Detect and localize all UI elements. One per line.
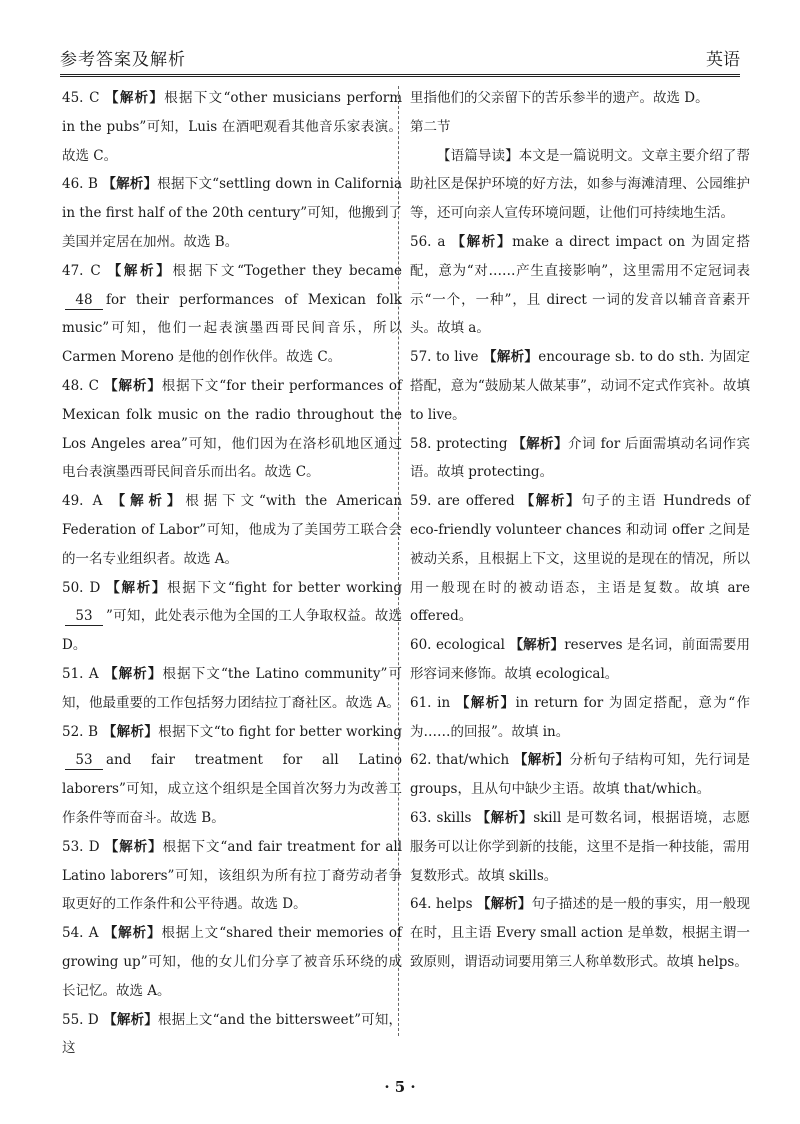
answer-58: 58. protecting 【解析】介词 for 后面需填动名词作宾语。故填 protecting。: [410, 435, 750, 481]
answer-64: 64. helps 【解析】句子描述的是一般的事实，用一般现在时，且主语 Every small action 是单数，根据主谓一致原则，谓语动词要用第三人称单数形式。故填 helps。: [410, 896, 750, 970]
answer-59: 59. are offered 【解析】句子的主语 Hundreds of eco-friendly volunteer chances 和动词 offer 之间是被动关系，且根据上下文，这里说的是现在的情况，所以用一般现在时的被动语态，主语是复数。故填 are offered。: [410, 493, 750, 625]
header-title: 参考答案及解析: [60, 50, 186, 70]
answer-blank: 53: [65, 607, 103, 626]
answer-57: 57. to live 【解析】encourage sb. to do sth. 为固定搭配，意为“鼓励某人做某事”，动词不定式作宾补。故填 to live。: [410, 349, 750, 423]
header-subject: 英语: [706, 50, 740, 70]
answer-blank: 53: [65, 751, 103, 770]
answer-63: 63. skills 【解析】skill 是可数名词，根据语境，志愿服务可以让你学到新的技能，这里不是指一种技能，需用复数形式。故填 skills。: [410, 809, 751, 884]
answer-56: 56. a 【解析】make a direct impact on 为固定搭配，意为“对……产生直接影响”，这里需用不定冠词表示“一个，一种”，且 direct 一词的发音以辅音音素开头。故填 a。: [410, 233, 751, 337]
answer-55-continued: 里指他们的父亲留下的苦乐参半的遗产。故选 D。: [410, 90, 709, 106]
section-title: 第二节: [410, 118, 451, 135]
answer-51: 51. A 【解析】根据下文“the Latino community”可知，他最重要的工作包括努力团结拉丁裔社区。故选 A。: [62, 665, 403, 711]
answer-53: 53. D 【解析】根据下文“and fair treatment for all Latino laborers”可知，该组织为所有拉丁裔劳动者争取更好的工作条件和公平待遇。故选 D。: [62, 838, 403, 913]
answer-61: 61. in 【解析】in return for 为固定搭配，意为“作为……的回报”。故填 in。: [410, 694, 751, 740]
answer-52: 52. B 【解析】根据下文“to fight for better working53 and fair treatment for all Latino laborers”可知，成立这个组织是全国首次努力为改善工作条件等而奋斗。故选 B。: [62, 723, 403, 826]
answer-blank: 48: [65, 291, 103, 310]
answer-47: 47. C 【解析】根据下文“Together they became48 for their performances of Mexican folk music”可知，他们一起表演墨西哥民间音乐，所以 Carmen Moreno 是他的创作伙伴。故选 C。: [62, 262, 403, 366]
answer-48: 48. C 【解析】根据下文“for their performances of Mexican folk music on the radio throughout the Los Angeles area”可知，他们因为在洛杉矶地区通过电台表演墨西哥民间音乐而出名。故选 C。: [62, 377, 403, 481]
right-column: [410, 84, 750, 977]
answer-46: 46. B 【解析】根据下文“settling down in California in the first half of the 20th century”可知，他搬到了美国并定居在加州。故选 B。: [62, 176, 403, 250]
page-header: [60, 40, 740, 77]
passage-guide: 【语篇导读】本文是一篇说明文。文章主要介绍了帮助社区是保护环境的好方法，如参与海滩清理、公园维护等，还可向亲人宣传环境问题，让他们可持续地生活。: [410, 147, 751, 222]
answer-45: 45. C 【解析】根据下文“other musicians perform in the pubs”可知，Luis 在酒吧观看其他音乐家表演。故选 C。: [62, 90, 403, 164]
left-column: [62, 84, 402, 1063]
answer-55: 55. D 【解析】根据上文“and the bittersweet”可知，这: [62, 1011, 402, 1057]
answer-50: 50. D 【解析】根据下文“fight for better working53 ”可知，此处表示他为全国的工人争取权益。故选 D。: [62, 579, 403, 654]
answer-60: 60. ecological 【解析】reserves 是名词，前面需要用形容词来修饰。故填 ecological。: [410, 637, 751, 682]
answer-62: 62. that/which 【解析】分析句子结构可知，先行词是 groups，且从句中缺少主语。故填 that/which。: [410, 752, 751, 798]
answer-54: 54. A 【解析】根据上文“shared their memories of growing up”可知，他的女儿们分享了被音乐环绕的成长记忆。故选 A。: [62, 925, 402, 999]
page-number: · 5 ·: [384, 1078, 416, 1096]
answer-49: 49. A 【解析】根据下文“with the American Federation of Labor”可知，他成为了美国劳工联合会的一名专业组织者。故选 A。: [62, 493, 403, 567]
